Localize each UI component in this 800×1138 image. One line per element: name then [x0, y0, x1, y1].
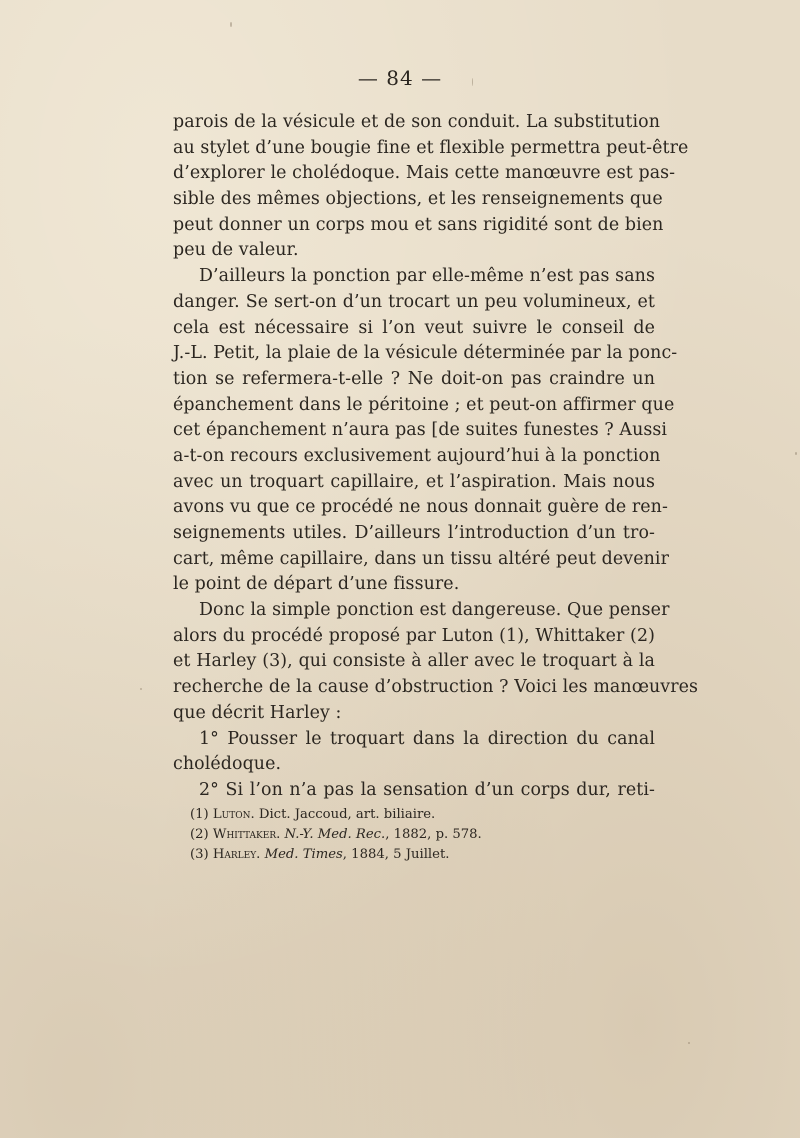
text-line: d’explorer le cholédoque. Mais cette manœuvre est pas- [173, 163, 676, 184]
footnote [190, 825, 610, 845]
footnote-number: (2) [190, 827, 209, 842]
footnote [190, 805, 610, 825]
text-line: a-t-on recours exclusivement aujourd’hui à la ponction [173, 445, 661, 466]
footnote-journal: N.-Y. Med. Rec. [284, 827, 386, 842]
text-line: danger. Se sert-on d’un trocart un peu volumineux, et [173, 291, 655, 312]
paper-speck [230, 22, 232, 27]
text-line: le point de départ d’une fissure. [173, 574, 460, 595]
footnote-author: Luton. [212, 807, 255, 822]
body-text [173, 110, 699, 804]
text-line: sible des mêmes objections, et les renseignements que [173, 189, 663, 210]
text-line: et Harley (3), qui consiste à aller avec le troquart à la [173, 651, 655, 672]
footnotes [190, 805, 610, 865]
footnote-number: (1) [190, 807, 209, 822]
text-line: cela est nécessaire si l’on veut suivre le conseil de [173, 317, 655, 338]
text-line: alors du procédé proposé par Luton (1), Whittaker (2) [173, 625, 655, 646]
text-line: que décrit Harley : [173, 702, 342, 723]
text-line: 2° Si l’on n’a pas la sensation d’un corps dur, reti- [199, 779, 655, 800]
footnote-text: Dict. Jaccoud, art. biliaire. [258, 807, 436, 822]
text-line: D’ailleurs la ponction par elle-même n’est pas sans [199, 266, 655, 287]
text-line: J.-L. Petit, la plaie de la vésicule déterminée par la ponc- [173, 343, 678, 364]
text-line: parois de la vésicule et de son conduit. La substitution [173, 112, 661, 132]
text-line: cet épanchement n’aura pas [de suites funestes ? Aussi [173, 420, 668, 441]
text-line: peu de valeur. [173, 240, 299, 261]
footnote-text: , 1882, p. 578. [385, 827, 482, 842]
text-line: avons vu que ce procédé ne nous donnait guère de ren- [173, 497, 668, 518]
paper-speck [795, 452, 797, 455]
paper-speck [688, 1042, 690, 1044]
text-line: épanchement dans le péritoine ; et peut-on affirmer que [173, 394, 675, 415]
footnote-text: , 1884, 5 Juillet. [342, 847, 450, 862]
text-line: cart, même capillaire, dans un tissu altéré peut devenir [173, 548, 669, 569]
text-line: tion se refermera-t-elle ? Ne doit-on pas craindre un [173, 368, 655, 389]
footnote [190, 845, 610, 865]
footnote-author: Harley. [212, 847, 261, 862]
text-line: Donc la simple ponction est dangereuse. Que penser [199, 600, 670, 621]
text-line: cholédoque. [173, 754, 282, 775]
text-line: 1° Pousser le troquart dans la direction du canal [199, 728, 655, 749]
footnote-author: Whittaker. [212, 827, 281, 842]
paper-speck [140, 688, 142, 690]
text-line: au stylet d’une bougie fine et flexible permettra peut-être [173, 137, 689, 158]
text-line: seignements utiles. D’ailleurs l’introduction d’un tro- [173, 523, 655, 543]
page-number: — 84 — [357, 66, 443, 90]
text-line: recherche de la cause d’obstruction ? Voici les manœuvres [173, 677, 699, 698]
paper-speck [472, 78, 473, 86]
footnote-journal: Med. Times [264, 847, 343, 862]
text-line: peut donner un corps mou et sans rigidité sont de bien [173, 214, 664, 235]
footnote-number: (3) [190, 847, 209, 862]
text-line: avec un troquart capillaire, et l’aspiration. Mais nous [173, 471, 655, 492]
